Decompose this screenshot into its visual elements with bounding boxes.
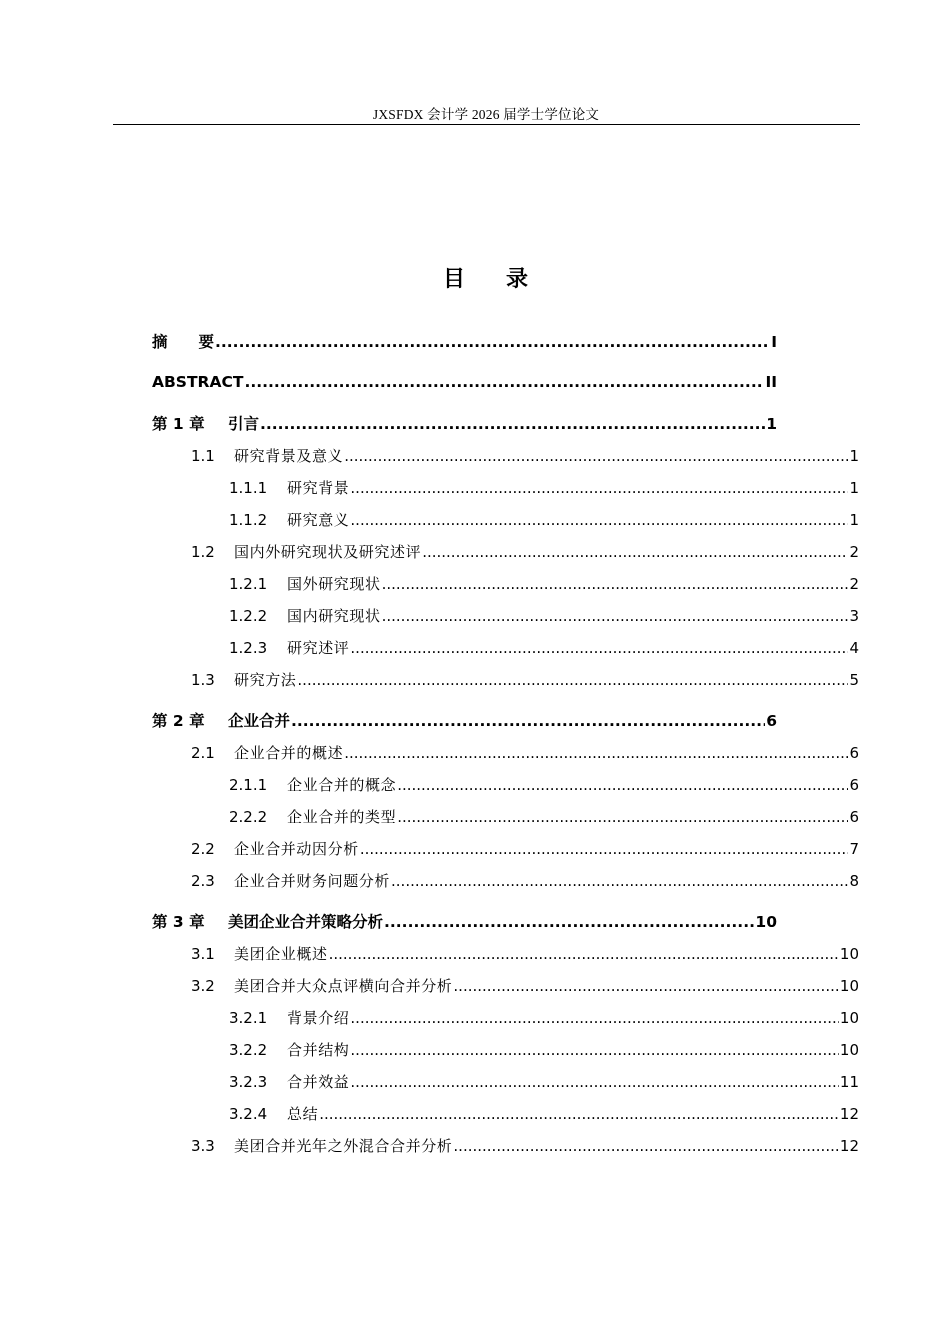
toc-entry-number: 1.2.3: [229, 639, 268, 657]
toc-entry-page: I: [771, 333, 777, 351]
toc-entry-page: 5: [849, 671, 859, 689]
toc-entry[interactable]: [229, 476, 859, 500]
toc-entry[interactable]: [229, 636, 859, 660]
toc-entry[interactable]: [229, 572, 859, 596]
toc-entry[interactable]: [229, 1038, 859, 1062]
toc-leader-dots: [260, 412, 765, 436]
toc-entry-title: 研究背景及意义: [234, 447, 344, 465]
toc-entry-title: 美团合并大众点评横向合并分析: [234, 977, 453, 995]
toc-entry[interactable]: [152, 412, 777, 436]
toc-entry-title: 美团合并光年之外混合合并分析: [234, 1137, 453, 1155]
toc-entry-number: 1.2.1: [229, 575, 268, 593]
toc-entry-number: 2.2.2: [229, 808, 268, 826]
toc-entry-title: 国内研究现状: [287, 607, 381, 625]
toc-entry[interactable]: [191, 869, 859, 893]
toc-entry-number: 第 3 章: [152, 913, 205, 931]
toc-entry[interactable]: [191, 668, 859, 692]
toc-entry-page: 7: [849, 840, 859, 858]
toc-entry-number: 3.2.2: [229, 1041, 268, 1059]
toc-entry[interactable]: [152, 910, 777, 934]
toc-entry-page: 1: [766, 415, 777, 433]
toc-leader-dots: [350, 508, 848, 532]
toc-entry-page: 10: [839, 1009, 859, 1027]
toc-leader-dots: [382, 604, 849, 628]
toc-entry-number: 2.1: [191, 744, 215, 762]
toc-entry-title: 企业合并的概念: [287, 776, 397, 794]
toc-entry-title: 企业合并的概述: [234, 744, 344, 762]
toc-entry-title: 研究意义: [287, 511, 350, 529]
toc-entry-number: 3.1: [191, 945, 215, 963]
toc-entry-title: 研究述评: [287, 639, 350, 657]
toc-leader-dots: [397, 805, 848, 829]
toc-entry-title: 引言: [228, 415, 260, 433]
toc-entry[interactable]: [152, 370, 777, 394]
toc-entry[interactable]: [191, 837, 859, 861]
toc-title-char-2: 录: [506, 267, 530, 292]
toc-entry-title: 美团企业概述: [234, 945, 328, 963]
toc-entry-title: 背景介绍: [287, 1009, 350, 1027]
toc-entry-number: 2.3: [191, 872, 215, 890]
toc-entry-number: 3.2.3: [229, 1073, 268, 1091]
toc-leader-dots: [297, 668, 848, 692]
toc-entry-page: 10: [755, 913, 777, 931]
toc-entry-number: 1.2: [191, 543, 215, 561]
toc-entry[interactable]: [191, 974, 859, 998]
toc-entry-page: 10: [839, 945, 859, 963]
toc-leader-dots: [350, 1038, 839, 1062]
toc-entry-number: 1.1.2: [229, 511, 268, 529]
toc-leader-dots: [360, 837, 849, 861]
toc-entry[interactable]: [229, 1070, 859, 1094]
toc-entry-title: 研究背景: [287, 479, 350, 497]
toc-entry-page: 10: [839, 977, 859, 995]
toc-entry[interactable]: [229, 1006, 859, 1030]
toc-leader-dots: [422, 540, 848, 564]
header-text: JXSFDX 会计学 2026 届学士学位论文: [372, 107, 600, 122]
toc-entry-title: 国外研究现状: [287, 575, 381, 593]
toc-entry-page: 1: [849, 479, 859, 497]
toc-entry-title: 企业合并的类型: [287, 808, 397, 826]
toc-entry-number: 3.2.4: [229, 1105, 268, 1123]
toc-entry-title: 总结: [287, 1105, 319, 1123]
toc-entry-title: 企业合并财务问题分析: [234, 872, 391, 890]
toc-entry-number: 3.3: [191, 1137, 215, 1155]
toc-entry-title: 企业合并动因分析: [234, 840, 359, 858]
toc-entry-number: 第 2 章: [152, 712, 205, 730]
toc-entry[interactable]: [191, 942, 859, 966]
toc-entry-title: 合并效益: [287, 1073, 350, 1091]
toc-leader-dots: [350, 476, 848, 500]
toc-entry-number: 2.1.1: [229, 776, 268, 794]
toc-title-char-1: 目: [442, 267, 466, 292]
toc-leader-dots: [291, 709, 765, 733]
toc-leader-dots: [382, 572, 849, 596]
toc-leader-dots: [350, 1070, 839, 1094]
toc-entry-page: 3: [849, 607, 859, 625]
toc-entry-title: 研究方法: [234, 671, 297, 689]
toc-entry[interactable]: [229, 805, 859, 829]
toc-entry-page: 1: [849, 511, 859, 529]
toc-entry[interactable]: [191, 540, 859, 564]
toc-entry-page: 10: [839, 1041, 859, 1059]
toc-entry-page: 2: [849, 575, 859, 593]
toc-entry-page: 8: [849, 872, 859, 890]
toc-entry-page: 12: [839, 1105, 859, 1123]
toc-leader-dots: [215, 330, 770, 354]
toc-entry-page: 6: [849, 776, 859, 794]
toc-entry-title: 国内外研究现状及研究述评: [234, 543, 422, 561]
toc-entry-title: 企业合并: [228, 712, 291, 730]
toc-entry-title: 合并结构: [287, 1041, 350, 1059]
toc-entry[interactable]: [191, 444, 859, 468]
toc-entry-number: 1.3: [191, 671, 215, 689]
toc-entry-number: 第 1 章: [152, 415, 205, 433]
toc-entry[interactable]: [229, 508, 859, 532]
toc-entry-number: 摘 要: [152, 333, 215, 351]
toc-leader-dots: [453, 1134, 839, 1158]
toc-entry-number: 3.2.1: [229, 1009, 268, 1027]
toc-leader-dots: [453, 974, 839, 998]
toc-entry-page: 11: [839, 1073, 859, 1091]
toc-entry-number: 1.2.2: [229, 607, 268, 625]
toc-entry-page: 6: [766, 712, 777, 730]
toc-entry-page: 2: [849, 543, 859, 561]
toc-entry[interactable]: [191, 1134, 859, 1158]
toc-entry-page: 12: [839, 1137, 859, 1155]
toc-entry[interactable]: [191, 741, 859, 765]
toc-entry[interactable]: [229, 1102, 859, 1126]
toc-entry-number: 3.2: [191, 977, 215, 995]
toc-leader-dots: [319, 1102, 839, 1126]
toc-entry-number: 1.1: [191, 447, 215, 465]
toc-leader-dots: [391, 869, 848, 893]
toc-entry-page: 6: [849, 744, 859, 762]
toc-entry-title: 美团企业合并策略分析: [228, 913, 384, 931]
toc-entry-page: II: [765, 373, 777, 391]
toc-entry-number: ABSTRACT: [152, 373, 244, 391]
toc-entry[interactable]: [152, 709, 777, 733]
toc-entry[interactable]: [152, 330, 777, 354]
toc-entry[interactable]: [229, 604, 859, 628]
toc-leader-dots: [329, 942, 839, 966]
toc-entry-number: 2.2: [191, 840, 215, 858]
toc-leader-dots: [397, 773, 848, 797]
toc-entry-page: 6: [849, 808, 859, 826]
toc-entry[interactable]: [229, 773, 859, 797]
toc-entry-page: 4: [849, 639, 859, 657]
toc-leader-dots: [384, 910, 754, 934]
toc-leader-dots: [244, 370, 764, 394]
toc-leader-dots: [350, 1006, 839, 1030]
toc-leader-dots: [350, 636, 848, 660]
toc-entry-page: 1: [849, 447, 859, 465]
toc-leader-dots: [344, 444, 848, 468]
toc-entry-number: 1.1.1: [229, 479, 268, 497]
toc-leader-dots: [344, 741, 848, 765]
